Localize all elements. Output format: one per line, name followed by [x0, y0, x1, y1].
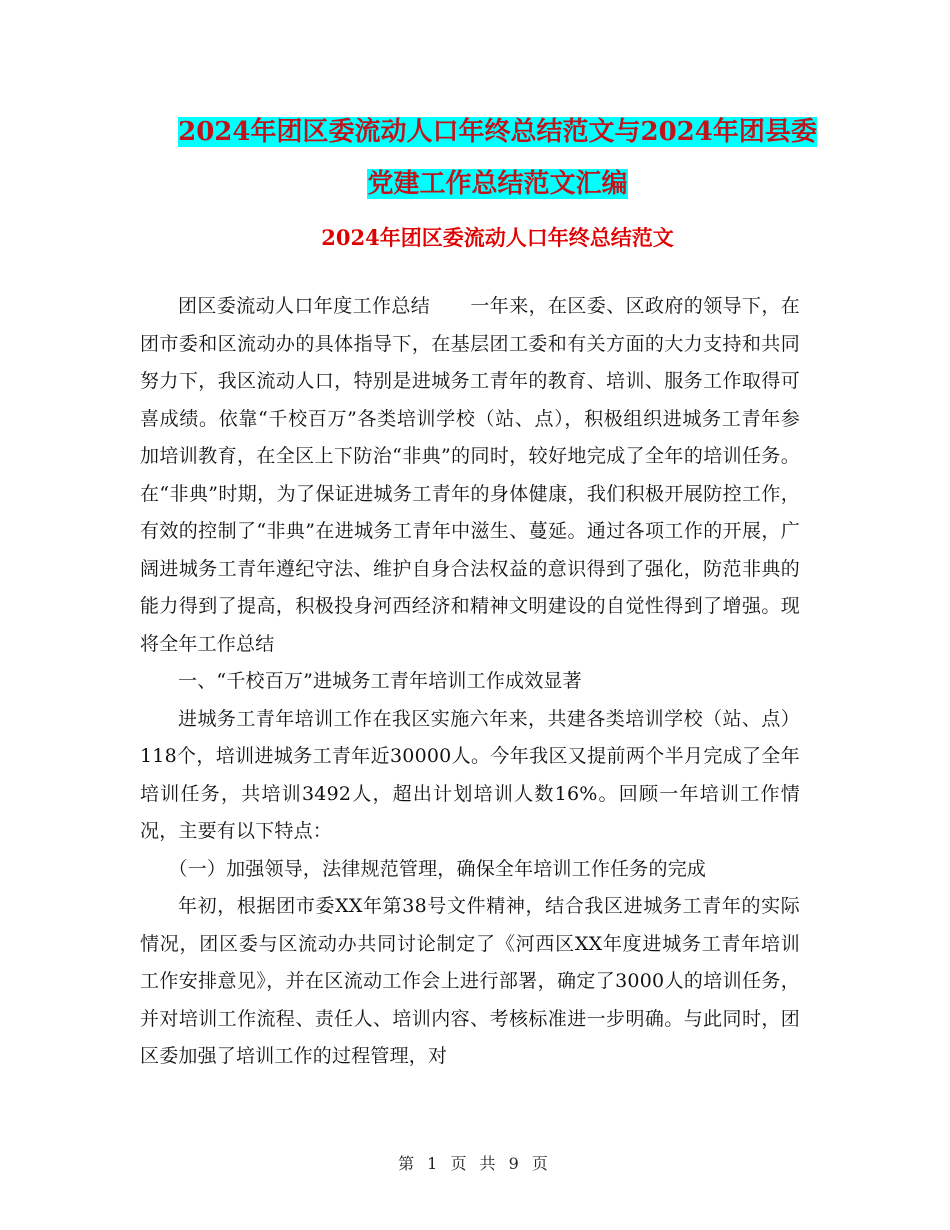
heading-subsection-1: （一）加强领导，法律规范管理，确保全年培训工作任务的完成	[168, 857, 707, 880]
section-title: 2024年团区委流动人口年终总结范文	[321, 225, 674, 250]
paragraph-intro-lead: 团区委流动人口年度工作总结	[178, 295, 431, 317]
paragraph-intro	[140, 288, 800, 663]
title-line-2: 党建工作总结范文汇编	[367, 169, 628, 199]
title-line-1: 2024年团区委流动人口年终总结范文与2024年团县委	[178, 117, 817, 147]
paragraph-training: 进城务工青年培训工作在我区实施六年来，共建各类培训学校（站、点）118个，培训进城务工青年近30000人。今年我区又提前两个半月完成了全年培训任务，共培训3492人，超出计划培训人数16%。回顾一年培训工作情况，主要有以下特点：	[140, 707, 800, 842]
page-number: 第 1 页 共 9 页	[398, 1154, 552, 1173]
heading-section-1: 一、“千校百万”进城务工青年培训工作成效显著	[178, 670, 582, 692]
paragraph-leadership: 年初，根据团市委XX年第38号文件精神，结合我区进城务工青年的实际情况，团区委与区流动办共同讨论制定了《河西区XX年度进城务工青年培训工作安排意见》，并在区流动工作会上进行部署，确定了3000人的培训任务，并对培训工作流程、责任人、培训内容、考核标准进一步明确。与此同时，团区委加强了培训工作的过程管理，对	[140, 895, 800, 1067]
paragraph-intro-text: 一年来，在区委、区政府的领导下，在团市委和区流动办的具体指导下，在基层团工委和有关方面的大力支持和共同努力下，我区流动人口，特别是进城务工青年的教育、培训、服务工作取得可喜成绩。依靠“千校百万”各类培训学校（站、点），积极组织进城务工青年参加培训教育，在全区上下防治“非典”的同时，较好地完成了全年的培训任务。在“非典”时期，为了保证进城务工青年的身体健康，我们积极开展防控工作，有效的控制了“非典”在进城务工青年中滋生、蔓延。通过各项工作的开展，广阔进城务工青年遵纪守法、维护自身合法权益的意识得到了强化，防范非典的能力得到了提高，积极投身河西经济和精神文明建设的自觉性得到了增强。现将全年工作总结	[140, 295, 800, 655]
document-title	[140, 106, 855, 210]
document-body	[140, 288, 800, 1076]
